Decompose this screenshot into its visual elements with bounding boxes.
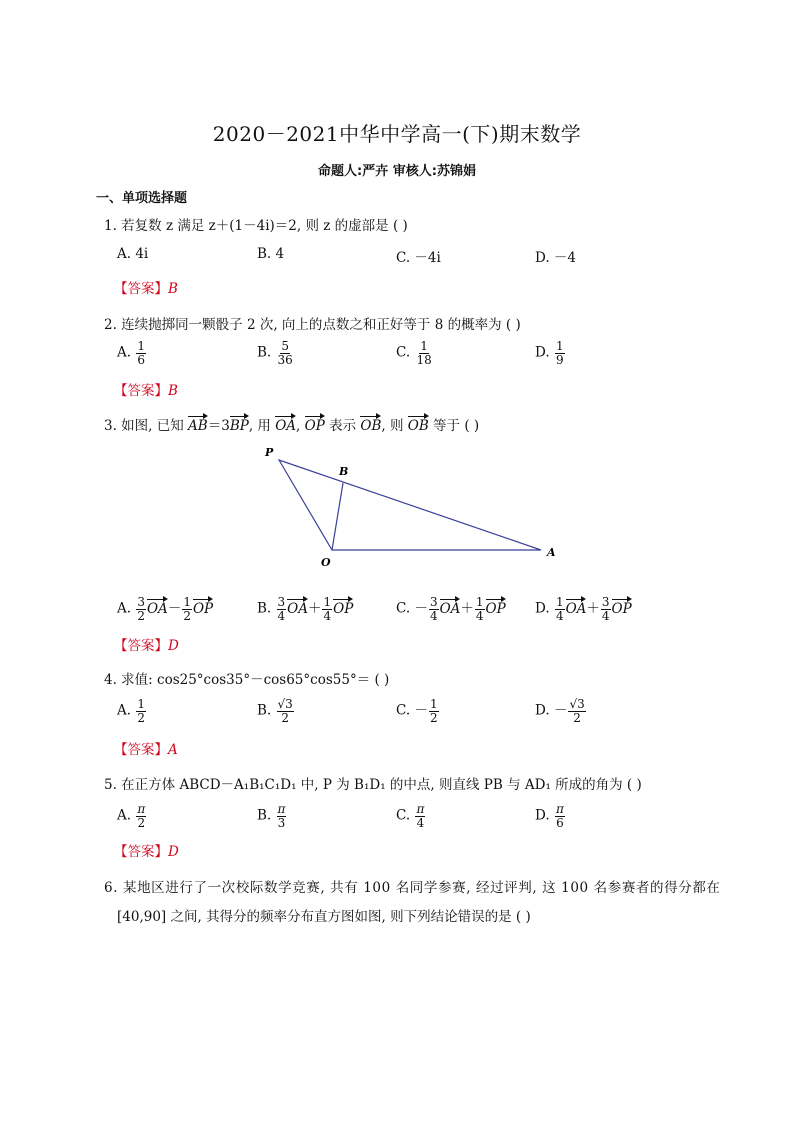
q1-answer — [114, 277, 178, 297]
section-heading: 一、单项选择题 — [96, 191, 188, 206]
q5-option-d: D. $\frac{\pi}{6}$ — [535, 802, 564, 830]
q3-option-a: A. $\frac{3}{2}$ OA－ $\frac{1}{2}$ OP — [117, 595, 214, 623]
q5-option-a: A. $\frac{\pi}{2}$ — [117, 802, 146, 830]
q2-option-d: D. $\frac{1}{9}$ — [535, 339, 564, 367]
triangle-figure — [255, 440, 565, 575]
answer-tag: 【答案】 — [114, 281, 168, 297]
q3-option-b: B. $\frac{3}{4}$ OA＋ $\frac{1}{4}$ OP — [257, 595, 354, 623]
q3-option-d: D. $\frac{1}{4}$ OA＋ $\frac{3}{4}$ OP — [535, 595, 632, 623]
q2-option-b: B. $\frac{5}{36}$ — [257, 339, 293, 367]
question-4-stem: 4. 求值: cos25°cos35°－cos65°cos55°＝ ( ) — [104, 672, 390, 688]
question-1-stem: 1. 若复数 z 满足 z＋(1－4i)＝2, 则 z 的虚部是 ( ) — [104, 218, 408, 234]
q2-answer: 【答案】B — [114, 383, 178, 399]
label-a: A — [547, 546, 556, 559]
q5-option-b: B. $\frac{\pi}{3}$ — [257, 802, 286, 830]
question-5-stem: 5. 在正方体 ABCD－A₁B₁C₁D₁ 中, P 为 B₁D₁ 的中点, 则直线 PB 与 AD₁ 所成的角为 ( ) — [104, 777, 642, 793]
question-2-stem: 2. 连续抛掷同一颗骰子 2 次, 向上的点数之和正好等于 8 的概率为 ( ) — [104, 317, 521, 333]
q2-option-c: C. $\frac{1}{18}$ — [396, 339, 432, 367]
q1-option-a: A. 4i — [117, 246, 149, 262]
label-p: P — [265, 446, 274, 459]
q4-option-a: A. $\frac{1}{2}$ — [117, 697, 145, 725]
triangle-outline — [279, 460, 541, 550]
q5-option-c: C. $\frac{\pi}{4}$ — [396, 802, 425, 830]
label-b: B — [339, 465, 349, 478]
answer-value: B — [168, 281, 178, 297]
q4-answer: 【答案】A — [114, 742, 178, 758]
page-title: 2020－2021中华中学高一(下)期末数学 — [212, 122, 582, 146]
q4-option-c: C. － $\frac{1}{2}$ — [396, 697, 438, 725]
q4-option-d: D. － $\frac{√3}{2}$ — [535, 697, 585, 725]
q1-option-b: B. 4 — [257, 246, 285, 262]
q5-answer: 【答案】D — [114, 844, 179, 860]
q1-option-c: C. －4i — [396, 250, 441, 266]
question-3-stem: 3. 如图, 已知 AB＝3BP, 用 OA, OP 表示 OB, 则 OB 等于 ( ) — [104, 414, 479, 434]
label-o: O — [321, 556, 331, 569]
q3-option-c: C. － $\frac{3}{4}$ OA＋ $\frac{1}{4}$ OP — [396, 595, 506, 623]
question-6-stem-line1: 6. 某地区进行了一次校际数学竞赛, 共有 100 名同学参赛, 经过评判, 这 100 名参赛者的得分都在 — [104, 880, 721, 896]
q4-option-b: B. $\frac{√3}{2}$ — [257, 697, 293, 725]
segment-ob — [332, 483, 343, 550]
page-subtitle: 命题人:严卉 审核人:苏锦娟 — [318, 164, 476, 179]
question-6-stem-line2: [40,90] 之间, 其得分的频率分布直方图如图, 则下列结论错误的是 ( ) — [117, 909, 531, 925]
q3-answer: 【答案】D — [114, 638, 179, 654]
q2-option-a: A. $\frac{1}{6}$ — [117, 339, 145, 367]
q1-option-d: D. －4 — [535, 250, 577, 266]
